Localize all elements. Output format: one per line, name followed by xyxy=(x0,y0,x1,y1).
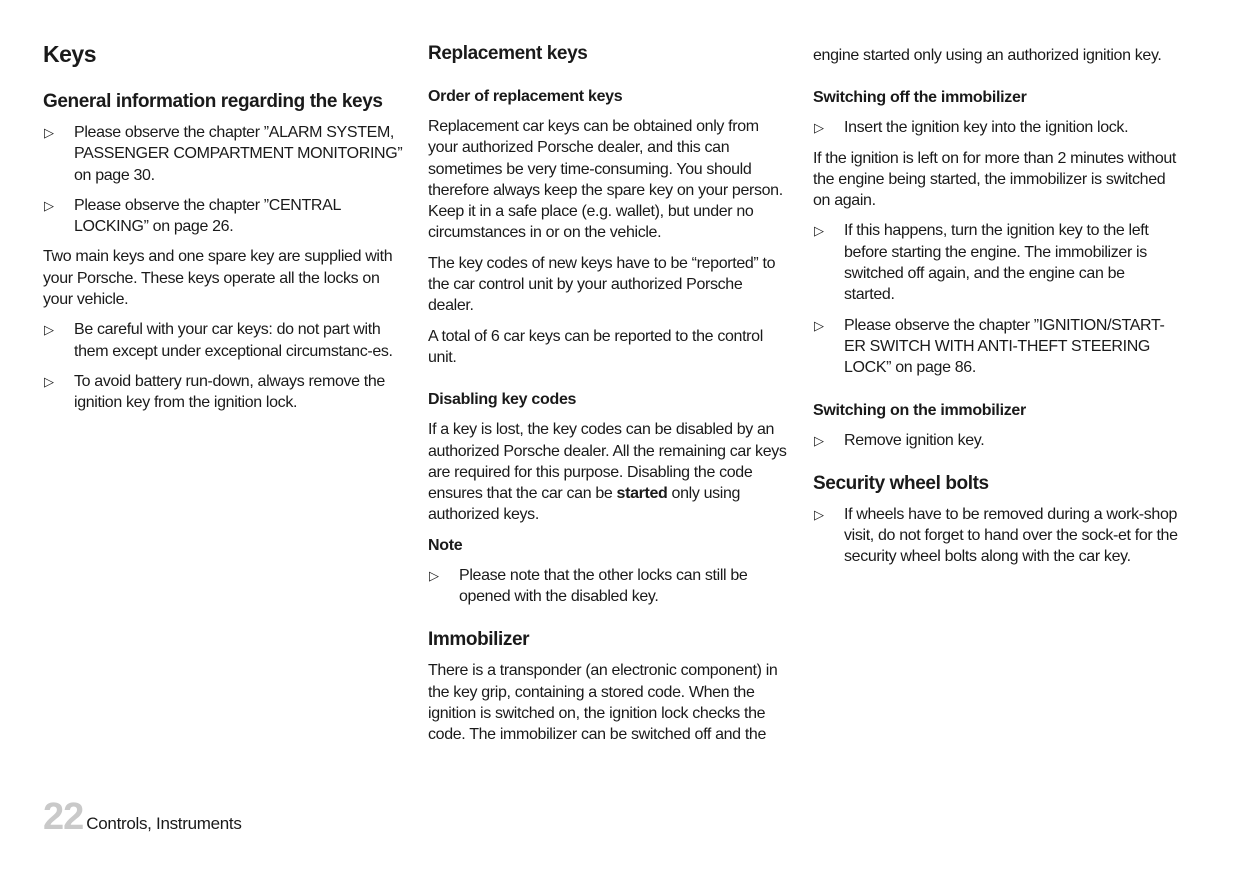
disabling-heading: Disabling key codes xyxy=(428,391,577,409)
replacement-keys-heading: Replacement keys xyxy=(428,43,588,64)
triangle-bullet-icon: ▷ xyxy=(44,197,54,213)
triangle-bullet-icon: ▷ xyxy=(44,373,54,389)
triangle-bullet-icon: ▷ xyxy=(814,432,824,448)
switch-on-heading: Switching on the immobilizer xyxy=(813,401,1026,419)
immobilizer-heading: Immobilizer xyxy=(428,629,530,651)
page-number: 22 xyxy=(43,796,84,838)
section-name: Controls, Instruments xyxy=(86,814,242,833)
page-title: Keys xyxy=(43,41,96,67)
list-item: ▷ Be careful with your car keys: do not part with them except under exceptional circumstanc-es. xyxy=(44,321,393,360)
list-item: ▷ Please observe the chapter ”CENTRAL LOCKING” on page 26. xyxy=(44,196,341,236)
order-heading: Order of replacement keys xyxy=(428,88,623,105)
column-2 xyxy=(428,40,788,755)
continued-paragraph: engine started only using an authorized ignition key. xyxy=(813,47,1162,64)
column-1 xyxy=(43,40,403,423)
switch-off-bullet-list xyxy=(813,117,1178,138)
keys-paragraph: Two main keys and one spare key are supplied with your Porsche. These keys operate all the locks on your vehicle. xyxy=(43,248,393,309)
triangle-bullet-icon: ▷ xyxy=(814,317,824,333)
list-item: ▷ If this happens, turn the ignition key to the left before starting the engine. The immobilizer is switched off again, and the engine can be started. xyxy=(814,222,1149,304)
general-info-heading: General information regarding the keys xyxy=(43,91,383,112)
list-item: ▷ Remove ignition key. xyxy=(813,430,1178,451)
list-item: ▷ Please observe the chapter ”ALARM SYSTEM, PASSENGER COMPARTMENT MONITORING” on page 30. xyxy=(44,124,403,184)
security-wheel-bolts-heading: Security wheel bolts xyxy=(813,472,989,494)
order-paragraph: Replacement car keys can be obtained only from your authorized Porsche dealer, and this can sometimes be very time-consuming. You should therefore always keep the spare key on your person. Keep it in a safe place (e.g. wallet), but under no circumstances in or on the vehicle. xyxy=(428,118,783,242)
order-paragraph: A total of 6 car keys can be reported to the control unit. xyxy=(428,327,763,366)
column-3 xyxy=(813,40,1178,577)
list-item: ▷ To avoid battery run-down, always remove the ignition key from the ignition lock. xyxy=(44,372,385,412)
note-bullet-list xyxy=(428,565,788,608)
list-item: ▷ Please observe the chapter ”IGNITION/START-ER SWITCH WITH ANTI-THEFT STEERING LOCK” on page 86. xyxy=(814,316,1165,377)
list-item: ▷ If wheels have to be removed during a work-shop visit, do not forget to hand over the sock-et for the security wheel bolts along with the car key. xyxy=(814,505,1178,566)
triangle-bullet-icon: ▷ xyxy=(429,567,439,583)
list-item: ▷ Please note that the other locks can still be opened with the disabled key. xyxy=(429,566,748,606)
note-heading: Note xyxy=(428,536,463,554)
list-item: ▷ Insert the ignition key into the ignition lock. xyxy=(813,117,1178,138)
care-bullet-list xyxy=(43,319,403,413)
switch-off-bullet-list-2 xyxy=(813,220,1178,378)
switch-on-bullet-list xyxy=(813,430,1178,451)
triangle-bullet-icon: ▷ xyxy=(814,223,824,239)
switch-off-heading: Switching off the immobilizer xyxy=(813,89,1027,107)
security-bullet-list xyxy=(813,504,1178,568)
immobilizer-paragraph: There is a transponder (an electronic component) in the key grip, containing a stored code. When the ignition is switched on, the ignition lock checks the code. The immobilizer can be switched off and the xyxy=(428,662,778,744)
triangle-bullet-icon: ▷ xyxy=(814,120,824,136)
general-bullet-list xyxy=(43,122,403,237)
started-emphasis: started xyxy=(616,485,668,503)
triangle-bullet-icon: ▷ xyxy=(44,322,54,338)
triangle-bullet-icon: ▷ xyxy=(814,506,824,522)
switch-off-paragraph: If the ignition is left on for more than 2 minutes without the engine being started, the immobilizer is switched on again. xyxy=(813,149,1177,210)
order-paragraph: The key codes of new keys have to be “reported” to the car control unit by your authorized Porsche dealer. xyxy=(428,254,776,315)
triangle-bullet-icon: ▷ xyxy=(44,125,54,140)
disabling-paragraph: If a key is lost, the key codes can be disabled by an authorized Porsche dealer. All the remaining car keys are required for this purpose. Disabling the code ensures that the car can be started only using authorized keys. xyxy=(428,421,787,524)
page-footer xyxy=(43,796,242,839)
